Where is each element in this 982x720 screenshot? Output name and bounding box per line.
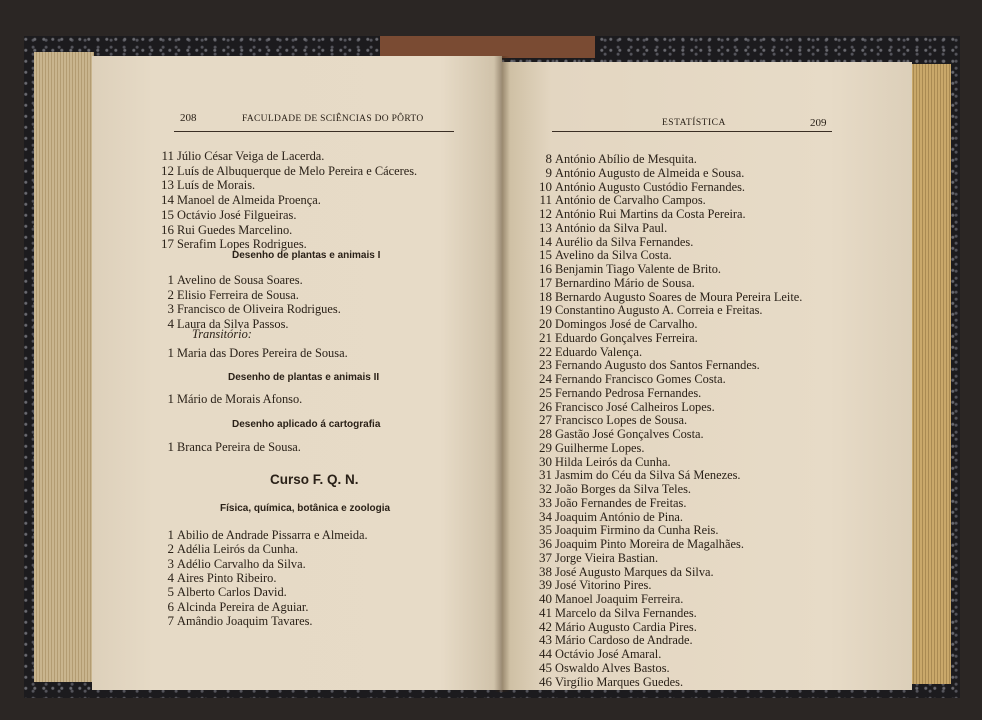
- entry-name: Elisio Ferreira de Sousa.: [177, 287, 299, 302]
- entry-number: 37: [539, 549, 552, 565]
- entry-number: 16: [539, 261, 552, 276]
- entry-number: 10: [539, 178, 552, 194]
- running-head: FACULDADE DE SCIÊNCIAS DO PÔRTO: [242, 114, 424, 124]
- entry-name: António Augusto Custódio Fernandes.: [555, 179, 745, 194]
- entry-number: 25: [539, 384, 552, 400]
- entry-number: 1: [167, 272, 174, 287]
- entry-name: Adélia Leirós da Cunha.: [177, 542, 299, 557]
- entry-name: António da Silva Paul.: [555, 220, 668, 235]
- entry-name: Bernardino Mário de Sousa.: [555, 275, 695, 290]
- entry-number: 20: [539, 316, 552, 331]
- entry-number: 4: [167, 316, 174, 332]
- entry-number: 5: [167, 584, 174, 600]
- entry-number: 27: [539, 412, 552, 428]
- entry-name: Alcinda Pereira de Aguiar.: [177, 599, 309, 614]
- page-number: 209: [810, 117, 827, 129]
- entry-name: Benjamin Tiago Valente de Brito.: [555, 262, 722, 276]
- entry-name: Amândio Joaquim Tavares.: [177, 613, 313, 628]
- entry-number: 46: [539, 673, 552, 689]
- section-heading: Desenho aplicado á cartografia: [232, 419, 381, 430]
- entry-name: Júlio César Veiga de Lacerda.: [177, 149, 325, 163]
- entry-name: Eduardo Valença.: [555, 344, 643, 359]
- entry-name: Mário Augusto Cardia Pires.: [555, 619, 697, 634]
- list-item: [152, 391, 302, 407]
- entry-number: 22: [539, 343, 552, 359]
- entry-name: Aires Pinto Ribeiro.: [177, 570, 277, 585]
- entry-name: Laura da Silva Passos.: [177, 317, 289, 332]
- entry-name: Jasmim do Céu da Silva Sá Menezes.: [555, 468, 741, 483]
- entry-number: 41: [539, 604, 552, 620]
- section-heading: Desenho de plantas e animais II: [228, 372, 380, 383]
- entry-number: 33: [539, 494, 552, 510]
- entry-number: 3: [167, 555, 174, 571]
- entry-name: Joaquim Pinto Moreira de Magalhães.: [555, 537, 744, 551]
- list-item: [152, 439, 301, 455]
- entry-number: 8: [545, 151, 552, 166]
- entry-name: Marcelo da Silva Fernandes.: [555, 605, 697, 620]
- spine-top: [380, 36, 595, 58]
- list-item: [152, 272, 303, 288]
- course-title: Curso F. Q. N.: [270, 472, 359, 487]
- entry-name: Mário de Morais Afonso.: [177, 392, 303, 406]
- entry-number: 40: [539, 591, 552, 606]
- entry-name: Jorge Vieira Bastian.: [555, 550, 659, 565]
- entry-name: João Borges da Silva Teles.: [555, 482, 691, 496]
- entry-name: João Fernandes de Freitas.: [555, 495, 687, 510]
- entry-name: Mário Cardoso de Andrade.: [555, 633, 693, 648]
- entry-number: 9: [545, 164, 552, 180]
- entry-number: 32: [539, 481, 552, 496]
- entry-number: 1: [167, 345, 174, 360]
- entry-name: Oswaldo Alves Bastos.: [555, 660, 670, 675]
- page-edges-left: [34, 52, 94, 682]
- list-item: [152, 287, 299, 303]
- entry-number: 15: [539, 247, 552, 263]
- entry-number: 13: [539, 219, 552, 235]
- entry-number: 17: [539, 274, 552, 290]
- entry-name: Fernando Francisco Gomes Costa.: [555, 372, 726, 386]
- entry-number: 3: [167, 301, 174, 317]
- entry-number: 2: [167, 286, 174, 302]
- entry-name: Luís de Morais.: [177, 178, 256, 193]
- list-item: [152, 222, 292, 238]
- page-number: 208: [180, 112, 197, 124]
- section-heading: Física, química, botânica e zoologia: [220, 503, 391, 514]
- entry-name: Hilda Leirós da Cunha.: [555, 454, 671, 469]
- transitional-label: Transitório:: [192, 327, 252, 341]
- entry-number: 39: [539, 577, 552, 593]
- entry-name: Virgílio Marques Guedes.: [555, 674, 684, 689]
- list-item: [152, 613, 313, 629]
- entry-number: 14: [161, 192, 174, 208]
- entry-name: António de Carvalho Campos.: [555, 193, 706, 208]
- entry-number: 4: [167, 569, 174, 585]
- entry-number: 44: [539, 646, 552, 661]
- entry-name: Adélio Carvalho da Silva.: [177, 556, 306, 571]
- entry-name: Rui Guedes Marcelino.: [177, 222, 293, 237]
- list-item: [152, 301, 341, 317]
- entry-number: 36: [539, 536, 552, 551]
- entry-number: 34: [539, 508, 552, 524]
- entry-name: Aurélio da Silva Fernandes.: [555, 234, 694, 249]
- entry-number: 13: [161, 177, 174, 193]
- list-item: [152, 345, 348, 361]
- running-head: ESTATÍSTICA: [662, 118, 726, 128]
- entry-number: 17: [161, 236, 174, 252]
- entry-name: Francisco Lopes de Sousa.: [555, 413, 688, 428]
- entry-number: 16: [161, 221, 174, 237]
- entry-name: Maria das Dores Pereira de Sousa.: [177, 346, 348, 360]
- entry-name: Octávio José Filgueiras.: [177, 207, 297, 222]
- header-rule: [552, 131, 832, 132]
- entry-name: Luís de Albuquerque de Melo Pereira e Cáceres.: [177, 163, 418, 178]
- entry-number: 45: [539, 659, 552, 675]
- entry-name: Abilio de Andrade Pissarra e Almeida.: [177, 528, 368, 542]
- entry-number: 15: [161, 206, 174, 222]
- entry-number: 1: [167, 391, 174, 406]
- entry-number: 6: [167, 598, 174, 614]
- entry-number: 35: [539, 522, 552, 538]
- entry-number: 24: [539, 371, 552, 386]
- entry-number: 14: [539, 233, 552, 249]
- entry-number: 43: [539, 632, 552, 648]
- list-item: [152, 148, 324, 164]
- entry-name: José Vitorino Pires.: [555, 578, 652, 593]
- entry-number: 21: [539, 329, 552, 345]
- entry-number: 38: [539, 563, 552, 579]
- entry-name: Avelino de Sousa Soares.: [177, 273, 303, 287]
- entry-number: 31: [539, 467, 552, 483]
- entry-number: 2: [167, 541, 174, 557]
- entry-number: 19: [539, 302, 552, 318]
- entry-name: Joaquim António de Pina.: [555, 509, 684, 524]
- entry-name: António Augusto de Almeida e Sousa.: [555, 165, 745, 180]
- entry-number: 7: [167, 612, 174, 628]
- section-heading: Desenho de plantas e animais I: [232, 250, 381, 261]
- entry-number: 11: [161, 148, 174, 163]
- entry-name: António Abílio de Mesquita.: [555, 152, 697, 166]
- entry-name: Gastão José Gonçalves Costa.: [555, 427, 704, 441]
- entry-name: Fernando Pedrosa Fernandes.: [555, 385, 702, 400]
- entry-number: 29: [539, 439, 552, 455]
- gutter-shadow: [494, 56, 510, 692]
- entry-name: Alberto Carlos David.: [177, 585, 287, 600]
- entry-name: Manoel Joaquim Ferreira.: [555, 592, 684, 606]
- entry-name: Constantino Augusto A. Correia e Freitas.: [555, 303, 763, 318]
- entry-number: 12: [161, 162, 174, 178]
- entry-name: Eduardo Gonçalves Ferreira.: [555, 330, 698, 345]
- right-page: [502, 62, 912, 690]
- entry-name: Serafim Lopes Rodrigues.: [177, 237, 307, 252]
- list-item: [152, 207, 296, 223]
- entry-name: Domingos José de Carvalho.: [555, 317, 698, 331]
- entry-name: Avelino da Silva Costa.: [555, 248, 672, 263]
- entry-name: António Rui Martins da Costa Pereira.: [555, 207, 746, 221]
- entry-number: 28: [539, 426, 552, 441]
- entry-name: Manoel de Almeida Proença.: [177, 193, 321, 208]
- list-item: [152, 177, 255, 193]
- entry-name: Fernando Augusto dos Santos Fernandes.: [555, 358, 760, 373]
- entry-name: Joaquim Firmino da Cunha Reis.: [555, 523, 719, 538]
- entry-number: 18: [539, 288, 552, 304]
- entry-number: 23: [539, 357, 552, 373]
- list-item: [152, 163, 417, 179]
- entry-name: Guilherme Lopes.: [555, 440, 645, 455]
- entry-number: 11: [539, 192, 552, 208]
- entry-number: 26: [539, 398, 552, 414]
- list-item: [152, 192, 321, 208]
- entry-name: Francisco de Oliveira Rodrigues.: [177, 302, 341, 317]
- left-page: [92, 56, 502, 690]
- entry-number: 12: [539, 206, 552, 221]
- entry-name: Branca Pereira de Sousa.: [177, 440, 301, 454]
- list-item: [530, 674, 683, 690]
- entry-name: José Augusto Marques da Silva.: [555, 564, 714, 579]
- entry-name: Francisco José Calheiros Lopes.: [555, 399, 715, 414]
- entry-name: Bernardo Augusto Soares de Moura Pereira Leite.: [555, 289, 803, 304]
- entry-number: 42: [539, 618, 552, 634]
- entry-number: 1: [167, 527, 174, 542]
- header-rule: [174, 131, 454, 132]
- entry-name: Octávio José Amaral.: [555, 647, 662, 661]
- entry-number: 30: [539, 453, 552, 469]
- entry-number: 1: [167, 439, 174, 454]
